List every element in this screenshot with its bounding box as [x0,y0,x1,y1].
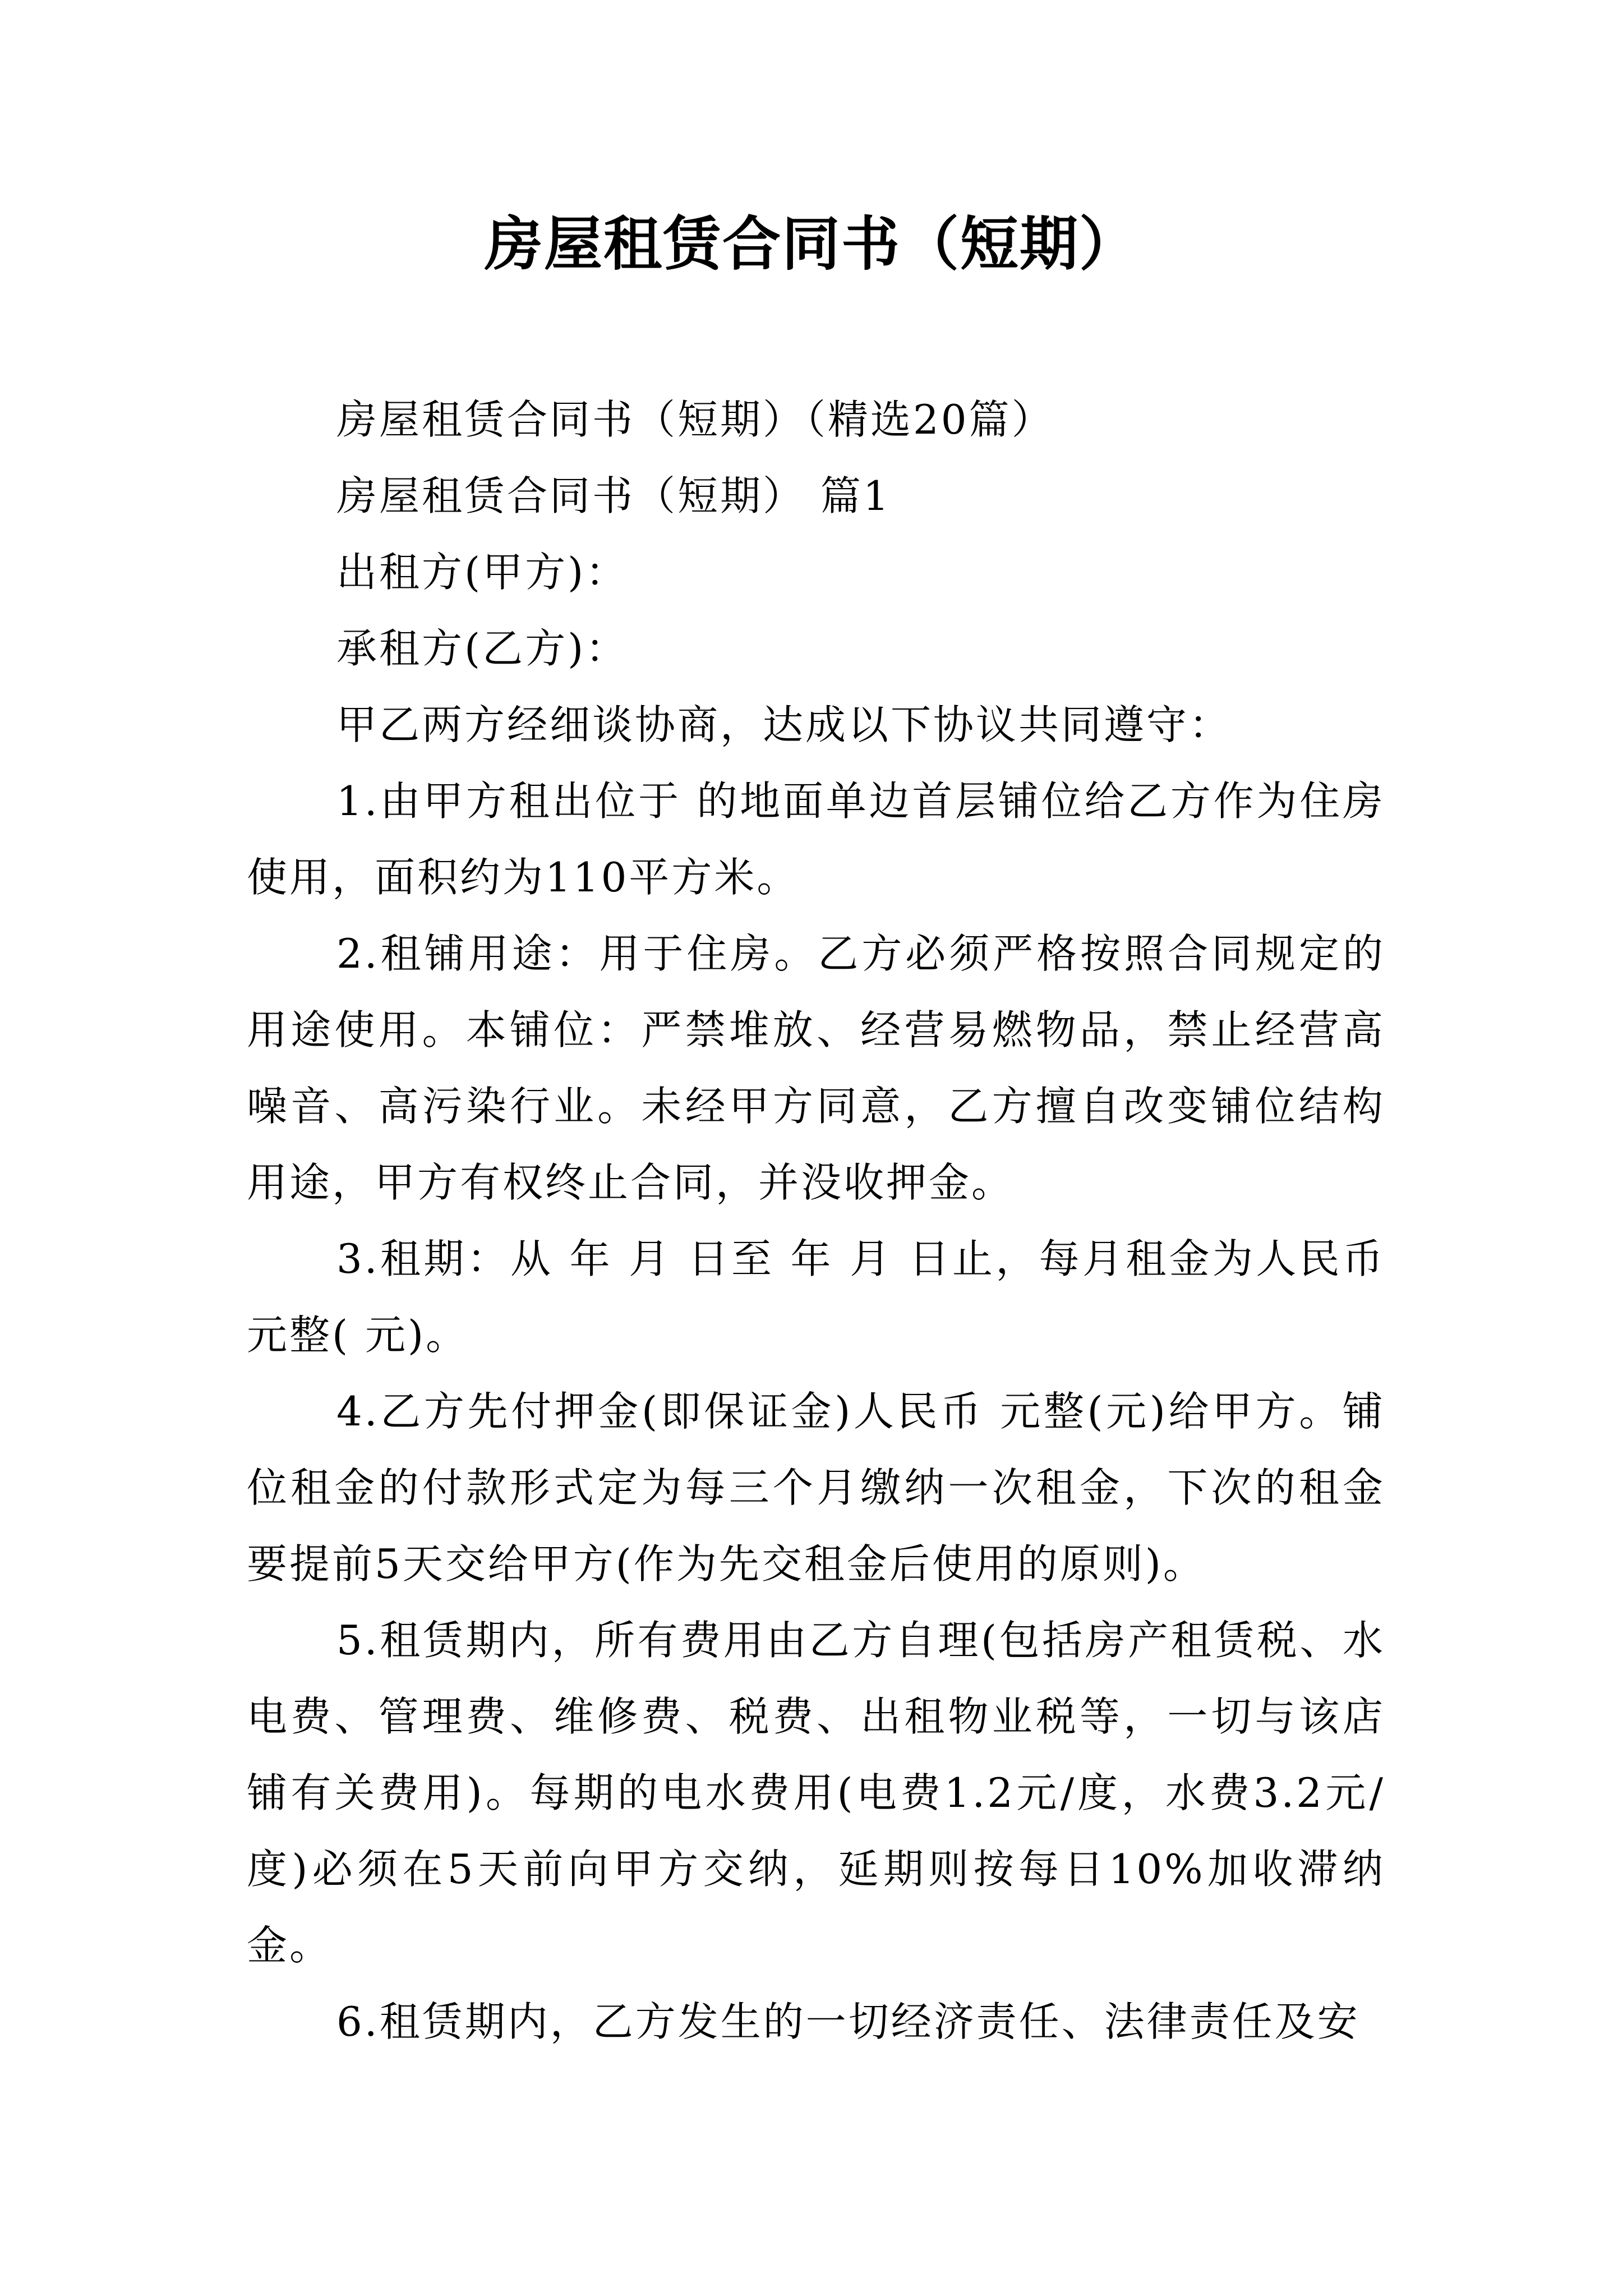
clause-2: 2.租铺用途：用于住房。乙方必须严格按照合同规定的用途使用。本铺位：严禁堆放、经营易燃物品，禁止经营高噪音、高污染行业。未经甲方同意，乙方擅自改变铺位结构用途，甲方有权终止合同，并没收押金。 [247,930,1385,1206]
intro-paragraph: 甲乙两方经细谈协商，达成以下协议共同遵守： [336,701,1232,748]
clause-4: 4.乙方先付押金(即保证金)人民币 元整(元)给甲方。铺位租金的付款形式定为每三个月缴纳一次租金，下次的租金要提前5天交给甲方(作为先交租金后使用的原则)。 [247,1388,1385,1588]
clause-3: 3.租期：从 年 月 日至 年 月 日止，每月租金为人民币 元整( 元)。 [247,1235,1385,1359]
lessee-label: 承租方(乙方)： [336,625,629,672]
document-body [247,381,1385,2060]
lessor-label: 出租方(甲方)： [336,549,629,596]
clause-1: 1.由甲方租出位于 的地面单边首层铺位给乙方作为住房使用，面积约为110平方米。 [247,777,1385,901]
clause-5: 5.租赁期内，所有费用由乙方自理(包括房产租赁税、水电费、管理费、维修费、税费、出租物业税等，一切与该店铺有关费用)。每期的电水费用(电费1.2元/度，水费3.2元/度)必须在5天前向甲方交纳，延期则按每日10%加收滞纳金。 [247,1617,1385,1969]
clause-6: 6.租赁期内，乙方发生的一切经济责任、法律责任及安 [336,1998,1360,2045]
section-heading: 房屋租赁合同书（短期） 篇1 [336,472,891,519]
subtitle: 房屋租赁合同书（短期）（精选20篇） [336,396,1054,443]
document-title: 房屋租赁合同书（短期） [484,209,1138,278]
